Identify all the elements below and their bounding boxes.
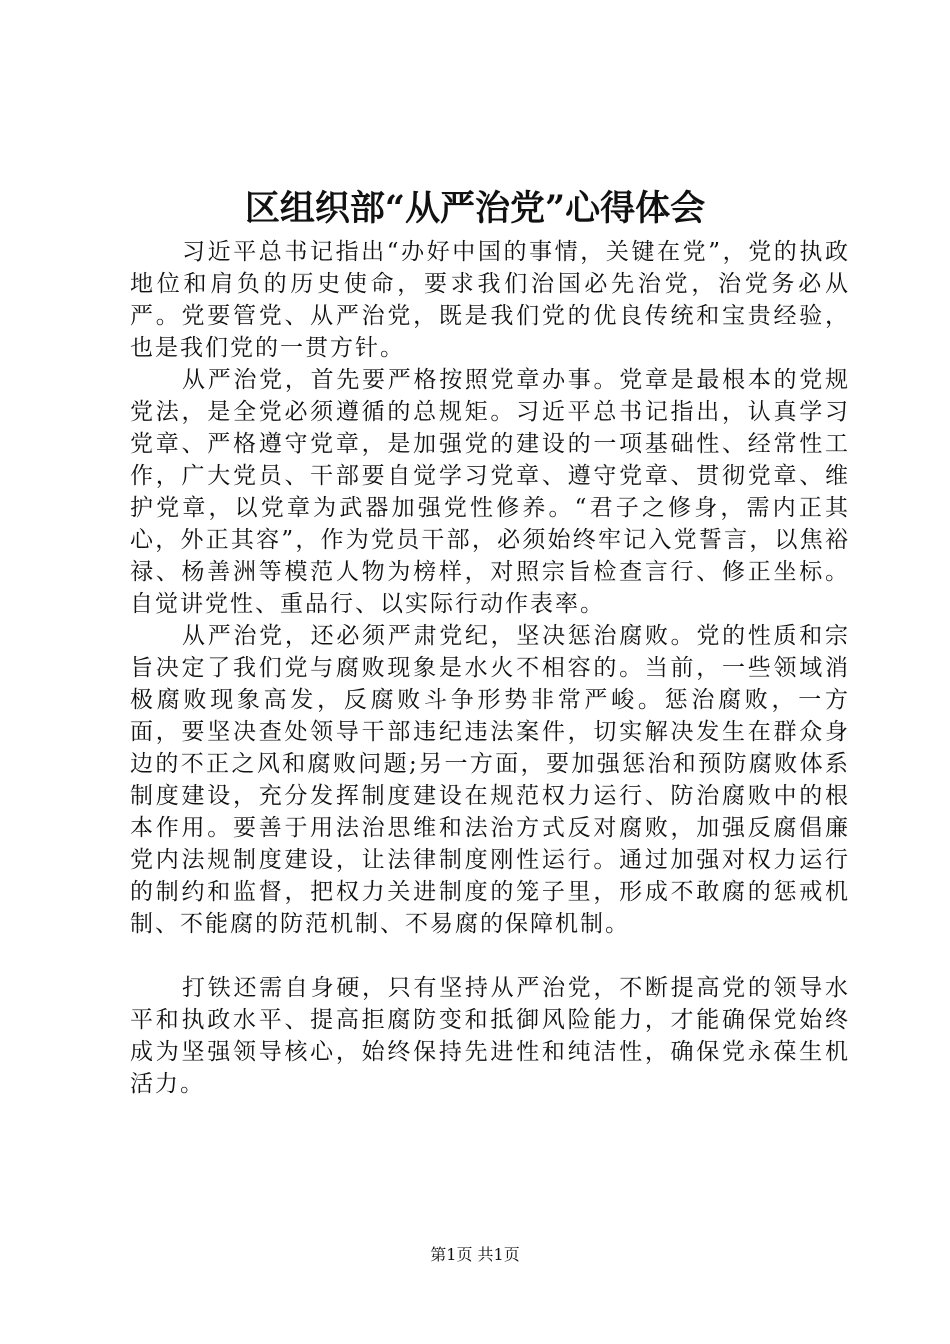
page-footer: 第1页 共1页 — [430, 1245, 520, 1264]
paragraph: 打铁还需自身硬，只有坚持从严治党，不断提高党的领导水平和执政水平、提高拒腐防变和抵御风险能力，才能确保党始终成为坚强领导核心，始终保持先进性和纯洁性，确保党永葆生机活力。 — [130, 975, 850, 1097]
paragraph: 习近平总书记指出“办好中国的事情，关键在党”，党的执政地位和肩负的历史使命，要求我们治国必先治党，治党务必从严。党要管党、从严治党，既是我们党的优良传统和宝贵经验，也是我们党的一贯方针。 — [130, 239, 850, 361]
paragraph: 从严治党，首先要严格按照党章办事。党章是最根本的党规党法，是全党必须遵循的总规矩。习近平总书记指出，认真学习党章、严格遵守党章，是加强党的建设的一项基础性、经常性工作，广大党员、干部要自觉学习党章、遵守党章、贯彻党章、维护党章，以党章为武器加强党性修养。“君子之修身，需内正其心，外正其容”，作为党员干部，必须始终牢记入党誓言，以焦裕禄、杨善洲等模范人物为榜样，对照宗旨检查言行、修正坐标。自觉讲党性、重品行、以实际行动作表率。 — [130, 367, 850, 617]
document-body — [130, 236, 850, 1100]
document-title: 区组织部“从严治党”心得体会 — [244, 188, 706, 229]
paragraph: 从严治党，还必须严肃党纪，坚决惩治腐败。党的性质和宗旨决定了我们党与腐败现象是水火不相容的。当前，一些领域消极腐败现象高发，反腐败斗争形势非常严峻。惩治腐败，一方面，要坚决查处领导干部违纪违法案件，切实解决发生在群众身边的不正之风和腐败问题;另一方面，要加强惩治和预防腐败体系制度建设，充分发挥制度建设在规范权力运行、防治腐败中的根本作用。要善于用法治思维和法治方式反对腐败，加强反腐倡廉党内法规制度建设，让法律制度刚性运行。通过加强对权力运行的制约和监督，把权力关进制度的笼子里，形成不敢腐的惩戒机制、不能腐的防范机制、不易腐的保障机制。 — [130, 623, 850, 937]
